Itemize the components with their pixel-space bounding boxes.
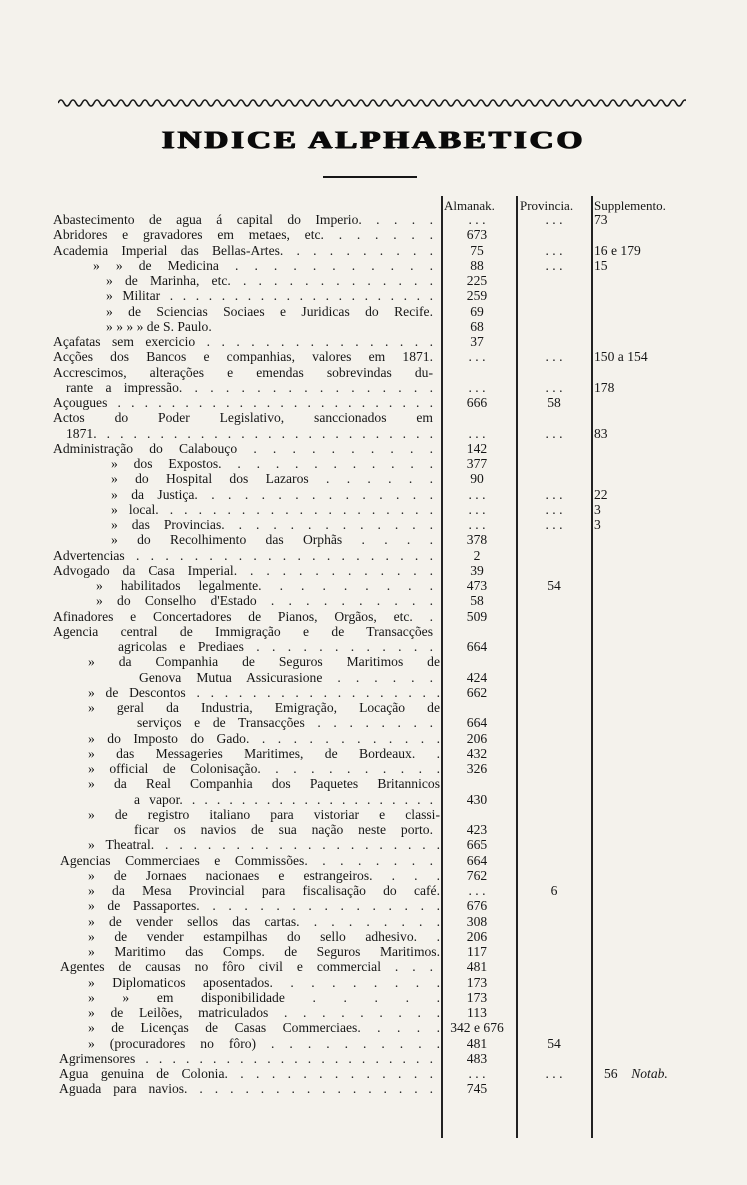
index-entry bbox=[0, 685, 747, 700]
provincia-ref: 6 bbox=[550, 883, 558, 898]
almanak-ref: 58 bbox=[470, 593, 484, 609]
provincia-ref: . . . bbox=[545, 257, 563, 273]
supplemento-ref: 16 e 179 bbox=[594, 242, 641, 258]
almanak-ref: 673 bbox=[466, 227, 488, 243]
index-entry bbox=[0, 929, 747, 944]
entry-label: » (procuradores no fôro) . . . . . . . . . . bbox=[88, 1035, 440, 1051]
entry-label: Abridores e gravadores em metaes, etc. . . . . . . bbox=[53, 227, 433, 243]
provincia-ref: . . . bbox=[545, 349, 563, 365]
almanak-ref: 377 bbox=[466, 456, 488, 471]
entry-label: Genova Mutua Assicurasione . . . . . . bbox=[139, 669, 433, 685]
entry-label: » geral da Industria, Emigração, Locação de bbox=[88, 700, 440, 715]
provincia-ref: 54 bbox=[547, 1035, 561, 1051]
entry-label: » da Justiça. . . . . . . . . . . . . . . bbox=[111, 486, 433, 502]
entry-label: » de Marinha, etc. . . . . . . . . . . . . . bbox=[106, 273, 433, 288]
almanak-ref: 206 bbox=[466, 928, 488, 944]
entry-label: Administração do Calabouço . . . . . . . . . . bbox=[53, 440, 433, 456]
entry-label: » Theatral. . . . . . . . . . . . . . . . . . . . . bbox=[88, 837, 440, 853]
supplemento-number: 56 bbox=[604, 1066, 618, 1081]
index-entry bbox=[0, 487, 747, 502]
entry-label: » da Companhia de Seguros Maritimos de bbox=[88, 654, 440, 670]
entry-label: Açougues . . . . . . . . . . . . . . . . . . . . . . . . bbox=[53, 395, 433, 410]
index-entry bbox=[0, 532, 747, 547]
supplemento-ref: 3 bbox=[594, 501, 601, 517]
index-entry bbox=[0, 1066, 747, 1081]
entry-label: Accrescimos, alterações e emendas sobrevindas du- bbox=[53, 364, 433, 380]
almanak-ref: 378 bbox=[466, 532, 488, 548]
entry-label: » » » » de S. Paulo. bbox=[106, 318, 212, 334]
almanak-ref: 423 bbox=[466, 822, 488, 837]
almanak-ref: . . . bbox=[468, 1066, 486, 1081]
provincia-ref: . . . bbox=[545, 501, 563, 517]
index-entry bbox=[0, 548, 747, 563]
provincia-ref: 54 bbox=[547, 578, 561, 593]
index-entry bbox=[0, 365, 747, 380]
index-entry bbox=[0, 563, 747, 578]
almanak-ref: 2 bbox=[473, 547, 481, 563]
entry-label: » » em disponibilidade . . . . . bbox=[88, 989, 440, 1005]
entry-label: Agencia central de Immigração e de Transacções bbox=[53, 623, 433, 639]
almanak-ref: 473 bbox=[466, 578, 488, 593]
index-entry bbox=[0, 243, 747, 258]
index-entry bbox=[0, 670, 747, 685]
entry-label: ficar os navios de sua nação neste porto. bbox=[134, 822, 433, 837]
entry-label: Agentes de causas no fôro civil e commercial . . . bbox=[60, 959, 433, 975]
index-entry bbox=[0, 883, 747, 898]
entry-label: » da Mesa Provincial para fiscalisação do café. bbox=[88, 883, 440, 898]
index-entry bbox=[0, 837, 747, 852]
supplemento-ref: 73 bbox=[594, 212, 608, 227]
index-entry bbox=[0, 441, 747, 456]
index-entry bbox=[0, 746, 747, 761]
almanak-ref: 432 bbox=[466, 745, 488, 761]
almanak-ref: 666 bbox=[466, 395, 488, 410]
entry-label: serviços e de Transacções . . . . . . . . bbox=[137, 715, 433, 731]
entry-label: Aguada para navios. . . . . . . . . . . . . . . . . bbox=[59, 1081, 433, 1097]
entry-label: » dos Expostos. . . . . . . . . . . . bbox=[111, 456, 433, 471]
almanak-ref: 117 bbox=[467, 944, 487, 959]
entry-label: » Diplomaticos aposentados. . . . . . . . . bbox=[88, 974, 440, 990]
index-entry bbox=[0, 944, 747, 959]
almanak-ref: 662 bbox=[466, 684, 488, 700]
almanak-ref: 308 bbox=[466, 913, 488, 929]
almanak-ref: 39 bbox=[470, 562, 484, 578]
entry-label: » de Licenças de Casas Commerciaes. . . . . bbox=[88, 1020, 440, 1036]
almanak-ref: 481 bbox=[466, 959, 488, 975]
index-entry bbox=[0, 426, 747, 441]
almanak-ref: 142 bbox=[466, 440, 488, 456]
almanak-ref: . . . bbox=[468, 349, 486, 365]
entry-label: Actos do Poder Legislativo, sanccionados em bbox=[53, 410, 433, 426]
entry-label: Abastecimento de agua á capital do Imperio. . . . . bbox=[53, 212, 433, 227]
almanak-ref: . . . bbox=[468, 425, 486, 441]
almanak-ref: 326 bbox=[466, 761, 488, 776]
index-entry bbox=[0, 395, 747, 410]
almanak-ref: 88 bbox=[470, 257, 484, 273]
index-entry bbox=[0, 807, 747, 822]
almanak-ref: 762 bbox=[466, 867, 488, 883]
index-entry bbox=[0, 731, 747, 746]
almanak-ref: 483 bbox=[466, 1050, 488, 1066]
index-entry bbox=[0, 502, 747, 517]
almanak-ref: 206 bbox=[466, 730, 488, 746]
almanak-ref: . . . bbox=[468, 517, 486, 532]
almanak-ref: 424 bbox=[466, 669, 488, 685]
almanak-ref: 173 bbox=[466, 989, 488, 1005]
almanak-ref: 745 bbox=[466, 1081, 488, 1097]
almanak-ref: 676 bbox=[466, 898, 488, 914]
entry-label: » de Jornaes nacionaes e estrangeiros. . . . bbox=[88, 867, 440, 883]
entry-label: » local. . . . . . . . . . . . . . . . . . . . bbox=[111, 501, 433, 517]
entry-label: agricolas e Prediaes . . . . . . . . . . . . bbox=[118, 639, 433, 654]
index-entry bbox=[0, 1051, 747, 1066]
almanak-ref: 75 bbox=[470, 242, 484, 258]
index-entry bbox=[0, 624, 747, 639]
supplemento-note: Notab. bbox=[631, 1066, 668, 1081]
entry-label: » Maritimo das Comps. de Seguros Maritimos. bbox=[88, 944, 440, 959]
entry-label: » de vender sellos das cartas. . . . . . . . . bbox=[88, 913, 440, 929]
entry-label: » de registro italiano para vistoriar e classi- bbox=[88, 806, 440, 822]
almanak-ref: . . . bbox=[468, 486, 486, 502]
supplemento-ref: 15 bbox=[594, 257, 608, 273]
entry-label: » habilitados legalmente. . . . . . . . . bbox=[96, 578, 433, 593]
entry-label: Afinadores e Concertadores de Pianos, Orgãos, etc. . bbox=[53, 608, 433, 624]
entry-label: » Militar . . . . . . . . . . . . . . . . . . . . . bbox=[106, 288, 433, 304]
almanak-ref: 37 bbox=[470, 334, 484, 349]
entry-label: Advogado da Casa Imperial. . . . . . . . . . . . . bbox=[53, 562, 433, 578]
index-entry bbox=[0, 700, 747, 715]
entry-label: » de Sciencias Sociaes e Juridicas do Recife. bbox=[106, 303, 433, 319]
entry-label: » official de Colonisação. . . . . . . . . . . bbox=[88, 761, 440, 776]
index-entry bbox=[0, 578, 747, 593]
index-entry bbox=[0, 822, 747, 837]
almanak-ref: 113 bbox=[467, 1005, 487, 1020]
almanak-ref: 173 bbox=[466, 974, 488, 990]
almanak-ref: 69 bbox=[470, 303, 484, 319]
almanak-ref: 225 bbox=[466, 273, 488, 288]
index-entry bbox=[0, 868, 747, 883]
entry-label: Agua genuina de Colonia. . . . . . . . . . . . . . bbox=[59, 1066, 433, 1081]
supplemento-ref: 83 bbox=[594, 425, 608, 441]
index-entry bbox=[0, 1005, 747, 1020]
almanak-ref: 664 bbox=[466, 639, 488, 654]
header-supplemento: Supplemento. bbox=[594, 198, 666, 213]
supplemento-ref: 150 a 154 bbox=[594, 349, 648, 365]
index-entry bbox=[0, 990, 747, 1005]
index-entry bbox=[0, 288, 747, 303]
index-entry bbox=[0, 853, 747, 868]
entry-label: » do Conselho d'Estado . . . . . . . . . . bbox=[96, 593, 433, 609]
index-entry bbox=[0, 914, 747, 929]
index-entry bbox=[0, 898, 747, 913]
index-entry bbox=[0, 212, 747, 227]
index-entry bbox=[0, 319, 747, 334]
entry-label: » do Hospital dos Lazaros . . . . . . bbox=[111, 471, 433, 487]
entry-label: Academia Imperial das Bellas-Artes. . . . . . . . . . bbox=[53, 242, 433, 258]
almanak-ref: 665 bbox=[466, 837, 488, 853]
almanak-ref: . . . bbox=[468, 379, 486, 395]
almanak-ref: 481 bbox=[466, 1035, 488, 1051]
provincia-ref: . . . bbox=[545, 425, 563, 441]
almanak-ref: 430 bbox=[466, 791, 488, 807]
index-entry bbox=[0, 761, 747, 776]
index-entry bbox=[0, 959, 747, 974]
entry-label: » das Messageries Maritimes, de Bordeaux. . bbox=[88, 745, 440, 761]
index-entry bbox=[0, 517, 747, 532]
index-entry bbox=[0, 334, 747, 349]
index-entry bbox=[0, 380, 747, 395]
index-entry bbox=[0, 304, 747, 319]
entry-label: » de vender estampilhas do sello adhesivo. . bbox=[88, 928, 440, 944]
index-entry bbox=[0, 654, 747, 669]
page-title: INDICE ALPHABETICO bbox=[161, 126, 586, 155]
index-entry bbox=[0, 609, 747, 624]
entry-label: Advertencias . . . . . . . . . . . . . . . . . . . . . bbox=[53, 547, 433, 563]
entry-label: rante a impressão. . . . . . . . . . . . . . . . . bbox=[66, 379, 433, 395]
entry-label: » da Real Companhia dos Paquetes Britannicos bbox=[88, 776, 440, 792]
index-entry bbox=[0, 639, 747, 654]
index-entry bbox=[0, 1036, 747, 1051]
almanak-ref: 90 bbox=[470, 471, 484, 487]
almanak-ref: 342 e 676 bbox=[450, 1020, 504, 1036]
entry-label: Acções dos Bancos e companhias, valores em 1871. bbox=[53, 349, 433, 365]
entry-label: » de Passaportes. . . . . . . . . . . . . . . . bbox=[88, 898, 440, 914]
index-entry bbox=[0, 792, 747, 807]
index-entry bbox=[0, 273, 747, 288]
almanak-ref: 259 bbox=[466, 288, 488, 304]
almanak-ref: . . . bbox=[468, 501, 486, 517]
supplemento-ref: 3 bbox=[594, 517, 601, 532]
provincia-ref: 58 bbox=[547, 395, 561, 410]
index-entry bbox=[0, 1020, 747, 1035]
entry-label: Agencias Commerciaes e Commissões. . . . . . . . bbox=[60, 852, 433, 868]
index-entry bbox=[0, 456, 747, 471]
provincia-ref: . . . bbox=[545, 242, 563, 258]
provincia-ref: . . . bbox=[545, 1066, 563, 1081]
supplemento-ref: 178 bbox=[594, 379, 615, 395]
supplemento-ref bbox=[604, 1066, 744, 1081]
title-rule bbox=[323, 176, 417, 178]
entry-label: » de Leilões, matriculados . . . . . . . . . bbox=[88, 1005, 440, 1020]
index-entries bbox=[0, 212, 747, 1097]
almanak-ref: . . . bbox=[468, 883, 486, 898]
almanak-ref: . . . bbox=[468, 212, 486, 227]
entry-label: a vapor. . . . . . . . . . . . . . . . . . . . . bbox=[134, 791, 433, 807]
entry-label: » do Recolhimento das Orphãs . . . . bbox=[111, 532, 433, 548]
index-entry bbox=[0, 410, 747, 425]
index-entry bbox=[0, 1081, 747, 1096]
index-entry bbox=[0, 715, 747, 730]
entry-label: Açafatas sem exercicio . . . . . . . . . . . . . . . . bbox=[53, 334, 433, 349]
entry-label: » de Descontos . . . . . . . . . . . . . . . . . . bbox=[88, 684, 440, 700]
ornamental-rule bbox=[58, 96, 686, 110]
almanak-ref: 68 bbox=[470, 318, 484, 334]
entry-label: » das Provincias. . . . . . . . . . . . . bbox=[111, 517, 433, 532]
almanak-ref: 664 bbox=[466, 852, 488, 868]
almanak-ref: 664 bbox=[466, 715, 488, 731]
index-entry bbox=[0, 593, 747, 608]
provincia-ref: . . . bbox=[545, 517, 563, 532]
entry-label: » » de Medicina . . . . . . . . . . . bbox=[93, 257, 433, 273]
index-entry bbox=[0, 471, 747, 486]
entry-label: Agrimensores . . . . . . . . . . . . . . . . . . . . . . bbox=[59, 1050, 433, 1066]
index-entry bbox=[0, 227, 747, 242]
index-entry bbox=[0, 975, 747, 990]
header-provincia: Provincia. bbox=[520, 198, 574, 213]
index-entry bbox=[0, 776, 747, 791]
provincia-ref: . . . bbox=[545, 212, 563, 227]
index-entry bbox=[0, 349, 747, 364]
index-entry bbox=[0, 258, 747, 273]
entry-label: » do Imposto do Gado. . . . . . . . . . . . . bbox=[88, 730, 440, 746]
supplemento-ref: 22 bbox=[594, 486, 608, 502]
provincia-ref: . . . bbox=[545, 379, 563, 395]
header-almanak: Almanak. bbox=[444, 198, 495, 213]
almanak-ref: 509 bbox=[466, 608, 488, 624]
entry-label: 1871. . . . . . . . . . . . . . . . . . . . . . . . . . bbox=[66, 425, 433, 441]
provincia-ref: . . . bbox=[545, 486, 563, 502]
